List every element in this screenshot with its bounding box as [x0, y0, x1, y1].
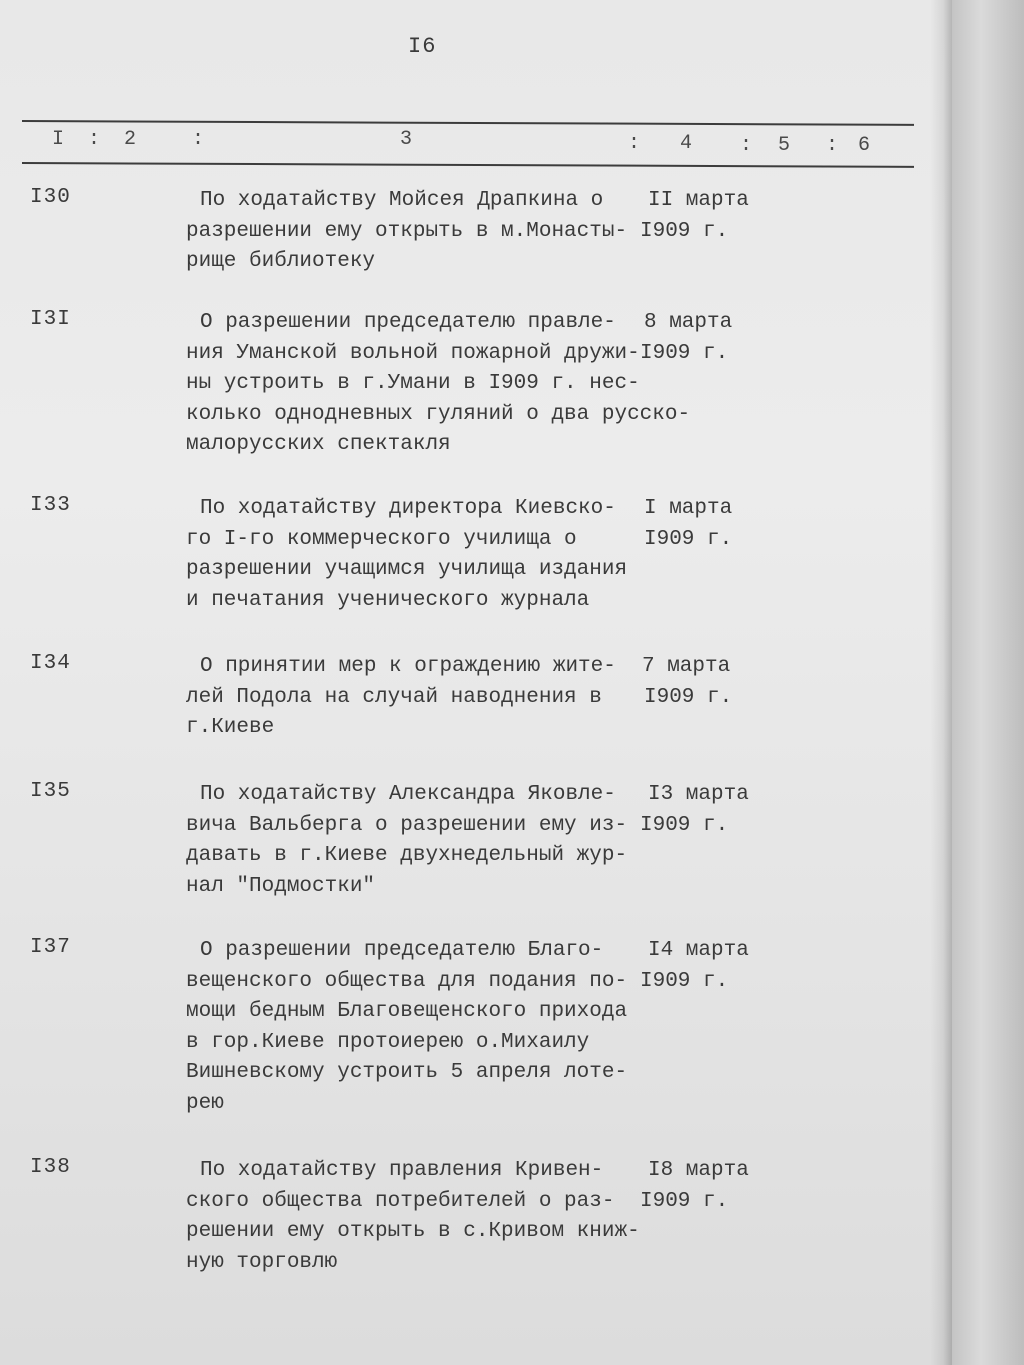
- entry-number: I38: [30, 1156, 71, 1179]
- description-line: го I-го коммерческого училища о: [186, 527, 577, 551]
- entry-number: I33: [30, 494, 71, 517]
- entry-description: [186, 936, 656, 1119]
- date-line: I909 г.: [640, 969, 729, 993]
- column-header-6: 6: [858, 134, 871, 157]
- description-line: нал "Подмостки": [186, 874, 376, 898]
- date-line: I909 г.: [640, 813, 729, 837]
- entry-number: I30: [30, 186, 71, 209]
- entry-date: [640, 186, 770, 247]
- description-line: По ходатайству директора Киевско-: [200, 497, 616, 520]
- description-line: мощи бедным Благовещенского прихода: [186, 1000, 628, 1023]
- description-line: По ходатайству Мойсея Драпкина о: [200, 189, 604, 212]
- entry-description: [186, 780, 656, 902]
- entry-description: [186, 186, 656, 278]
- description-line: ную торговлю: [186, 1250, 338, 1274]
- date-line: II марта: [648, 189, 749, 212]
- table-header-rule: [22, 162, 914, 168]
- date-line: I909 г.: [640, 1189, 729, 1213]
- column-header-4: 4: [680, 132, 693, 155]
- entry-number: I35: [30, 780, 71, 803]
- description-line: малорусских спектакля: [186, 433, 451, 456]
- page-edge-shadow: [930, 0, 952, 1365]
- description-line: По ходатайству Александра Яковле-: [200, 783, 616, 806]
- column-header-2: 2: [124, 128, 137, 151]
- date-line: I909 г.: [640, 219, 729, 243]
- column-header-1: I: [52, 128, 65, 151]
- column-separator: :: [740, 134, 753, 157]
- entry-date: [640, 494, 770, 555]
- description-line: давать в г.Киеве двухнедельный жур-: [186, 844, 628, 867]
- description-line: Вишневскому устроить 5 апреля лоте-: [186, 1061, 628, 1084]
- entry-description: [186, 1156, 656, 1278]
- entry-description: [186, 652, 656, 744]
- column-header-3: 3: [400, 128, 413, 151]
- description-line: О разрешении председателю правле-: [200, 311, 616, 334]
- column-header-5: 5: [778, 134, 791, 157]
- date-line: I4 марта: [648, 939, 749, 962]
- column-separator: :: [192, 128, 205, 151]
- description-line: решении ему открыть в с.Кривом книж-: [186, 1220, 640, 1243]
- description-line: и печатания ученического журнала: [186, 588, 590, 612]
- description-line: разрешении учащимся училища издания: [186, 558, 628, 581]
- description-line: рище библиотеку: [186, 250, 376, 273]
- date-line: 8 марта: [644, 311, 733, 334]
- description-line: разрешении ему открыть в м.Монасты-: [186, 219, 628, 243]
- table-top-rule: [22, 120, 914, 126]
- entry-number: I34: [30, 652, 71, 675]
- date-line: I909 г.: [644, 685, 733, 709]
- date-line: I3 марта: [648, 783, 749, 806]
- description-line: лей Подола на случай наводнения в: [186, 685, 602, 709]
- column-separator: :: [826, 134, 839, 157]
- date-line: 7 марта: [642, 655, 731, 678]
- description-line: колько однодневных гуляний о два русско-: [186, 402, 691, 426]
- description-line: О разрешении председателю Благо-: [200, 939, 604, 962]
- column-separator: :: [88, 128, 101, 151]
- entry-date: [640, 652, 770, 713]
- date-line: I8 марта: [648, 1159, 749, 1182]
- description-line: вича Вальберга о разрешении ему из-: [186, 813, 628, 837]
- entry-date: [640, 936, 770, 997]
- description-line: ния Уманской вольной пожарной дружи-: [186, 341, 640, 365]
- date-line: I909 г.: [644, 527, 733, 551]
- date-line: I марта: [644, 497, 733, 520]
- entry-number: I3I: [30, 308, 71, 331]
- description-line: ского общества потребителей о раз-: [186, 1189, 615, 1213]
- entry-date: [640, 308, 770, 369]
- entry-date: [640, 780, 770, 841]
- page-number: I6: [408, 34, 437, 59]
- date-line: I909 г.: [640, 341, 729, 365]
- column-separator: :: [628, 132, 641, 155]
- description-line: в гор.Киеве протоиерею о.Михаилу: [186, 1030, 590, 1054]
- description-line: По ходатайству правления Кривен-: [200, 1159, 604, 1182]
- entry-description: [186, 494, 656, 616]
- description-line: рею: [186, 1091, 224, 1115]
- desk-background: [952, 0, 1024, 1365]
- description-line: вещенского общества для подания по-: [186, 969, 628, 993]
- entry-date: [640, 1156, 770, 1217]
- description-line: г.Киеве: [186, 716, 275, 739]
- description-line: О принятии мер к ограждению жите-: [200, 655, 616, 678]
- description-line: ны устроить в г.Умани в I909 г. нес-: [186, 372, 640, 395]
- entry-number: I37: [30, 936, 71, 959]
